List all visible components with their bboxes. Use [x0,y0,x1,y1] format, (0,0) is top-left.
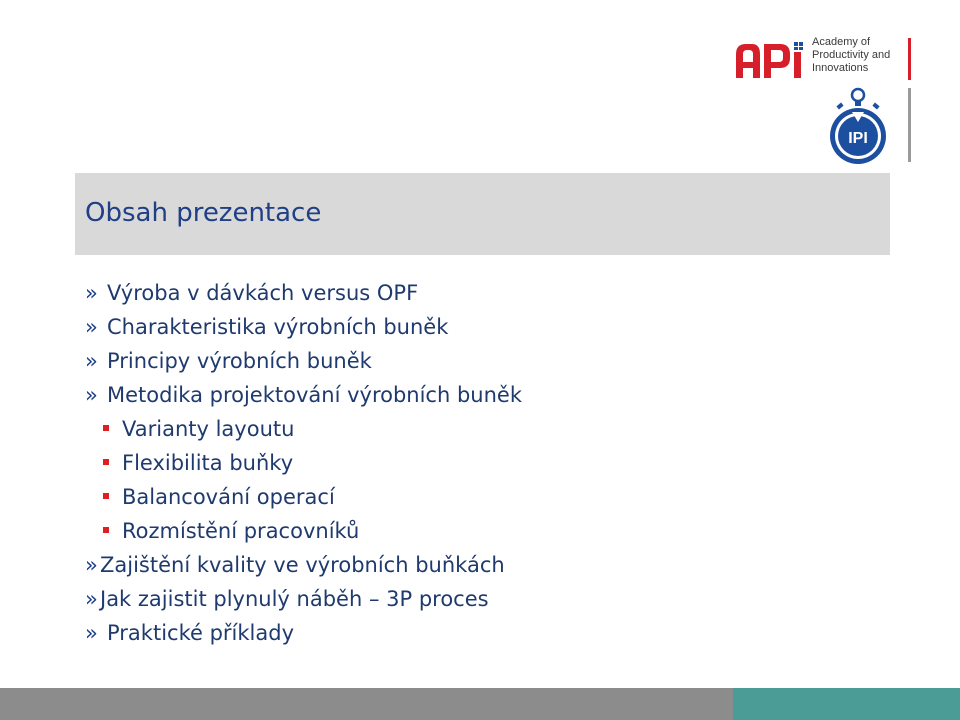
agenda-item-text: Výroba v dávkách versus OPF [107,281,419,305]
api-logo-icon [734,40,808,80]
chevron-bullet-icon: » [85,383,98,407]
square-bullet-icon [103,493,109,499]
title-band [75,173,890,255]
agenda-subitem-text: Flexibilita buňky [122,451,294,475]
logo-divider-gray [908,88,911,162]
agenda-item [85,276,865,310]
agenda-item [85,344,865,378]
agenda-item-text: Metodika projektování výrobních buněk [107,383,522,407]
chevron-bullet-icon: » [85,281,98,305]
agenda-item-text: Jak zajistit plynulý náběh – 3P proces [100,587,489,611]
logo-tagline [812,36,922,75]
square-bullet-icon [103,459,109,465]
agenda-item [85,548,865,582]
agenda-item [85,310,865,344]
agenda-item [85,582,865,616]
logo-tagline-line: Productivity and [812,49,891,61]
agenda-item [85,616,865,650]
logo-tagline-line: Innovations [812,62,869,74]
agenda-subitem [85,480,865,514]
agenda-subitem-text: Rozmístění pracovníků [122,519,360,543]
agenda-subitem [85,446,865,480]
chevron-bullet-icon: » [85,553,98,577]
chevron-bullet-icon: » [85,315,98,339]
agenda-subitem [85,412,865,446]
agenda-item-text: Principy výrobních buněk [107,349,372,373]
footer-bar-teal [733,688,960,720]
agenda-item-text: Zajištění kvality ve výrobních buňkách [100,553,505,577]
chevron-bullet-icon: » [85,587,98,611]
chevron-bullet-icon: » [85,621,98,645]
agenda-item-text: Charakteristika výrobních buněk [107,315,449,339]
agenda-list [85,276,865,650]
ipi-badge-text: IPI [848,130,868,147]
logo-tagline-line: Academy of [812,36,871,48]
agenda-item [85,378,865,412]
logo-divider-red [908,38,911,80]
square-bullet-icon [103,425,109,431]
ipi-stopwatch-icon [828,86,888,168]
agenda-item-text: Praktické příklady [107,621,295,645]
company-logo [734,36,934,166]
square-bullet-icon [103,527,109,533]
agenda-subitem-text: Varianty layoutu [122,417,295,441]
chevron-bullet-icon: » [85,349,98,373]
footer-bar-gray [0,688,733,720]
agenda-subitem-text: Balancování operací [122,485,335,509]
agenda-subitem [85,514,865,548]
slide-title: Obsah prezentace [85,198,322,228]
